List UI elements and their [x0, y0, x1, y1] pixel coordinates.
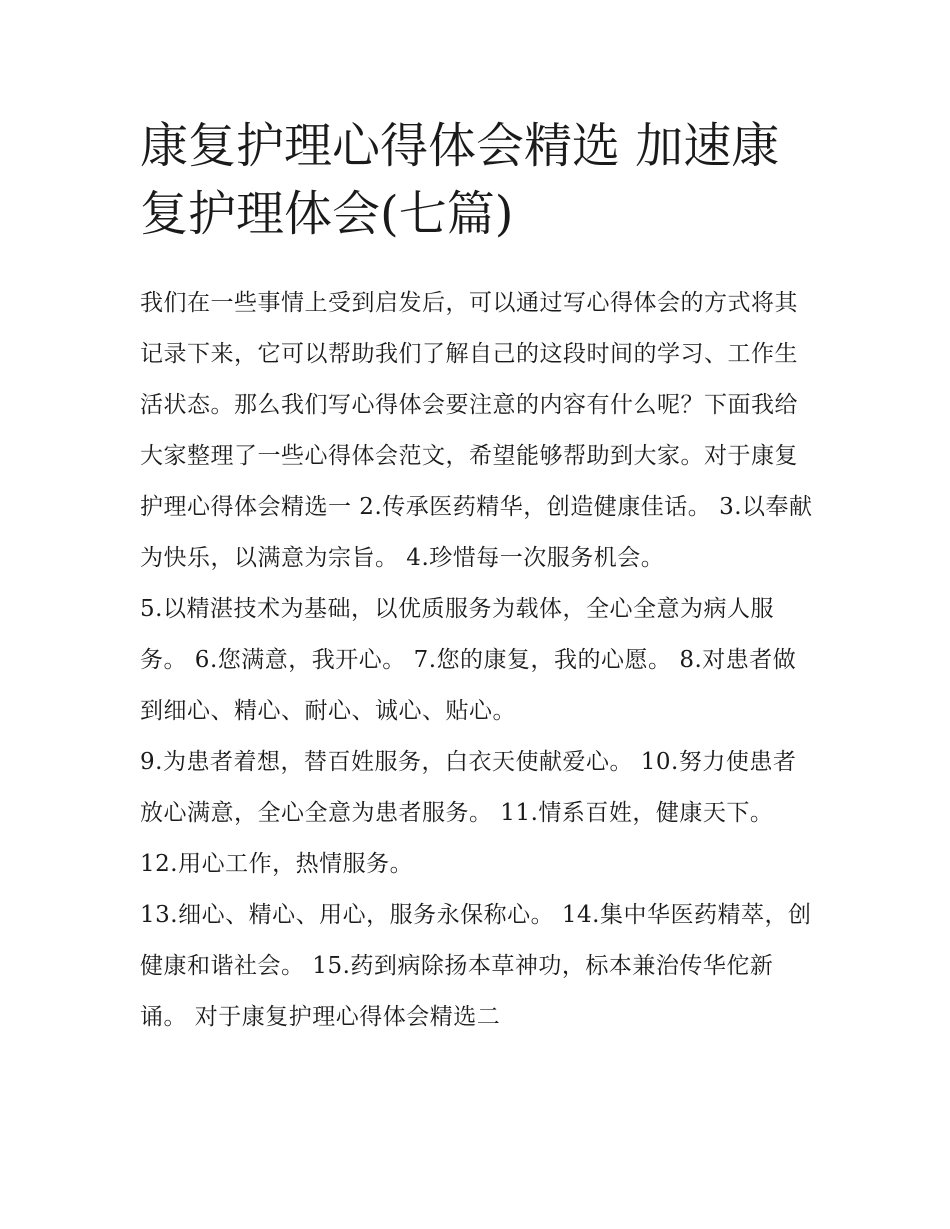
paragraph-slogans-13-15: 13.细心、精心、用心，服务永保称心。 14.集中华医药精萃，创健康和谐社会。 15.药到病除扬本草神功，标本兼治传华佗新诵。 对于康复护理心得体会精选二 [140, 902, 812, 1030]
paragraph-slogans-9-12: 9.为患者着想，替百姓服务，白衣天使献爱心。 10.努力使患者放心满意，全心全意为患者服务。 11.情系百姓，健康天下。 12.用心工作，热情服务。 [140, 749, 797, 877]
paragraph-slogans-5-8: 5.以精湛技术为基础，以优质服务为载体，全心全意为病人服务。 6.您满意，我开心。 7.您的康复，我的心愿。 8.对患者做到细心、精心、耐心、诚心、贴心。 [140, 596, 797, 724]
document-body [140, 278, 815, 1043]
paragraph-intro: 我们在一些事情上受到启发后，可以通过写心得体会的方式将其记录下来，它可以帮助我们了解自己的这段时间的学习、工作生活状态。那么我们写心得体会要注意的内容有什么呢？下面我给大家整理了一些心得体会范文，希望能够帮助到大家。对于康复护理心得体会精选一 2.传承医药精华，创造健康佳话。 3.以奉献为快乐，以满意为宗旨。 4.珍惜每一次服务机会。 [140, 290, 813, 571]
document-title: 康复护理心得体会精选 加速康复护理体会(七篇) [140, 118, 780, 242]
